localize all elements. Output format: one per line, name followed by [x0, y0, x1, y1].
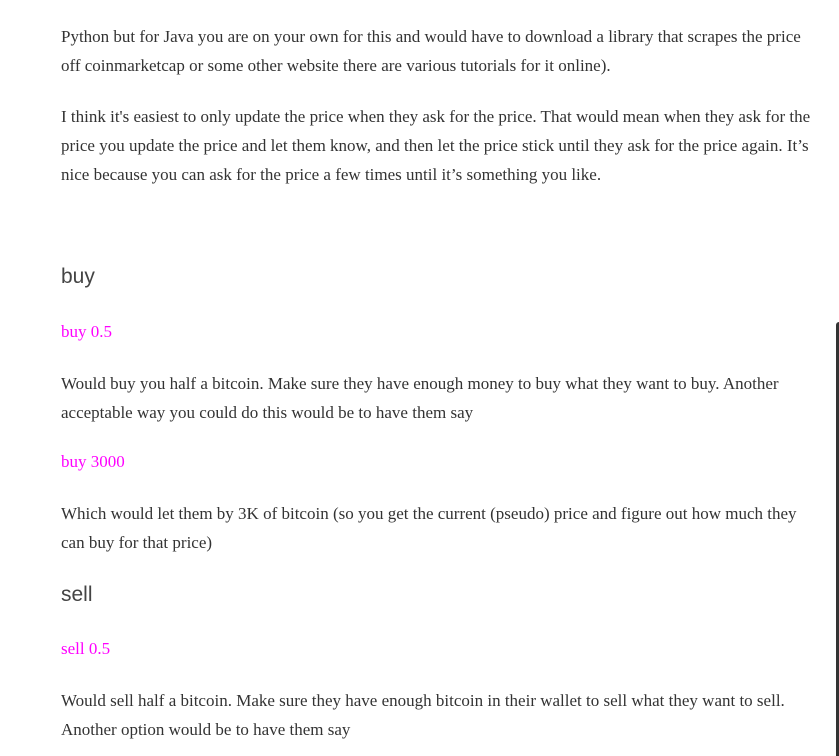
buy-command-example-2: buy 3000	[61, 452, 125, 471]
buy-explanation-1: Would buy you half a bitcoin. Make sure they have enough money to buy what they want to buy. Another acceptable way you could do this would be to have them say	[61, 374, 779, 422]
sell-explanation-1: Would sell half a bitcoin. Make sure they have enough bitcoin in their wallet to sell what they want to sell. Another option would be to have them say	[61, 691, 785, 739]
buy-command-example-1: buy 0.5	[61, 322, 112, 341]
intro-paragraph-1: Python but for Java you are on your own for this and would have to download a library that scrapes the price off coinmarketcap or some other website there are various tutorials for it online).	[61, 27, 801, 75]
buy-explanation-2: Which would let them by 3K of bitcoin (so you get the current (pseudo) price and figure out how much they can buy for that price)	[61, 504, 797, 552]
sell-command-example-1: sell 0.5	[61, 639, 111, 658]
buy-section-heading: buy	[61, 265, 95, 288]
sell-section-heading: sell	[61, 583, 93, 606]
intro-paragraph-2: I think it's easiest to only update the price when they ask for the price. That would mean when they ask for the price you update the price and let them know, and then let the price stick until they ask for the price again. It’s nice because you can ask for the price a few times until it’s something you like.	[61, 107, 811, 184]
